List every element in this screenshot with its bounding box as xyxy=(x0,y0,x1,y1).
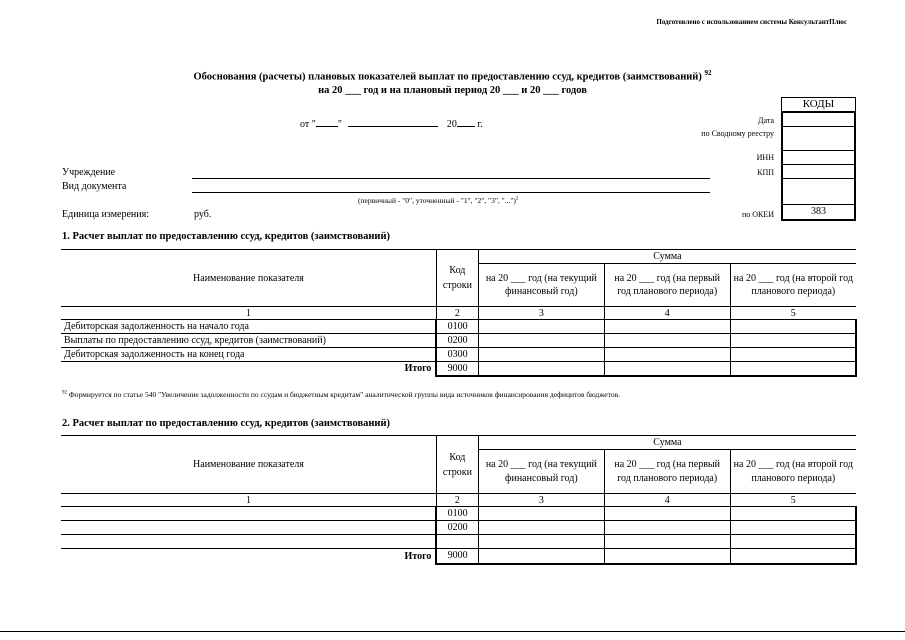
table-row xyxy=(61,320,856,334)
header-note: Подготовлено с использованием системы КонсультантПлюс xyxy=(656,18,847,26)
s1-row2-name: Выплаты по предоставлению ссуд, кредитов (заимствований) xyxy=(61,334,436,348)
s2-row2-code: 0200 xyxy=(436,521,478,535)
institution-field[interactable] xyxy=(192,178,710,179)
s1-total-label: Итого xyxy=(404,363,432,375)
code-registry-cell[interactable] xyxy=(783,127,854,151)
code-inn-cell[interactable] xyxy=(783,151,854,165)
s1-header-col3: на 20 ___ год (на текущий финансовый год) xyxy=(478,264,604,307)
date-prefix: от " xyxy=(300,119,316,130)
s1-num-5: 5 xyxy=(730,307,856,320)
s2-header-col4: на 20 ___ год (на первый год планового периода) xyxy=(604,450,730,494)
s2-total-col5[interactable] xyxy=(730,549,856,564)
label-date: Дата xyxy=(758,116,774,125)
s1-row2-code: 0200 xyxy=(436,334,478,348)
s2-row3-code xyxy=(436,535,478,549)
s1-total-col3[interactable] xyxy=(478,362,604,376)
date-mid: " xyxy=(337,119,342,130)
table-row xyxy=(61,507,856,521)
total-row xyxy=(61,549,856,564)
s1-row1-col5[interactable] xyxy=(730,320,856,334)
s1-num-4: 4 xyxy=(604,307,730,320)
s2-num-4: 4 xyxy=(604,494,730,507)
s1-row3-code: 0300 xyxy=(436,348,478,362)
s1-row2-col5[interactable] xyxy=(730,334,856,348)
section1-title: 1. Расчет выплат по предоставлению ссуд, кредитов (заимствований) xyxy=(62,231,391,242)
s2-row1-col5[interactable] xyxy=(730,507,856,521)
doc-type-hint-text: (первичный - "0", уточненный - "1", "2", "3", "...") xyxy=(358,196,516,205)
s1-row3-col5[interactable] xyxy=(730,348,856,362)
s2-header-name: Наименование показателя xyxy=(61,436,436,494)
title-footnote-ref: 92 xyxy=(704,69,712,77)
footnote-text: Формируется по статье 540 "Увеличение задолженности по ссудам и бюджетным кредитам" аналитической группы вида источников финансирования дефицитов бюджетов. xyxy=(68,390,620,399)
s1-total-code: 9000 xyxy=(436,362,478,376)
doc-type-hint xyxy=(358,196,518,205)
s1-header-name: Наименование показателя xyxy=(61,250,436,307)
year-prefix: 20 xyxy=(446,119,457,130)
table-row xyxy=(61,334,856,348)
codes-header: КОДЫ xyxy=(781,97,856,111)
s2-row3-name[interactable] xyxy=(61,535,436,549)
unit-label: Единица измерения: xyxy=(62,209,149,220)
s1-row1-name: Дебиторская задолженность на начало года xyxy=(61,320,436,334)
s1-row1-col4[interactable] xyxy=(604,320,730,334)
page-bottom-line xyxy=(0,631,905,632)
codes-box xyxy=(781,111,856,221)
day-field[interactable] xyxy=(316,117,338,127)
label-inn: ИНН xyxy=(756,153,774,162)
s2-row2-col5[interactable] xyxy=(730,521,856,535)
s1-row2-col4[interactable] xyxy=(604,334,730,348)
s1-row3-name: Дебиторская задолженность на конец года xyxy=(61,348,436,362)
code-okei-value: 383 xyxy=(811,206,826,217)
s2-total-col3[interactable] xyxy=(478,549,604,564)
s2-header-code: Код строки xyxy=(436,436,478,494)
month-field[interactable] xyxy=(348,117,438,127)
title-line1: Обоснования (расчеты) плановых показателей выплат по предоставлению ссуд, кредитов (заимствований) xyxy=(193,71,702,83)
s1-total-col5[interactable] xyxy=(730,362,856,376)
s1-row3-col4[interactable] xyxy=(604,348,730,362)
label-registry: по Сводному реестру xyxy=(701,129,774,138)
code-date-cell[interactable] xyxy=(783,113,854,127)
section1-table xyxy=(61,249,857,377)
s1-header-code: Код строки xyxy=(436,250,478,307)
unit-value: руб. xyxy=(194,209,212,220)
s2-total-label: Итого xyxy=(404,550,432,562)
s2-total-col4[interactable] xyxy=(604,549,730,564)
s1-num-2: 2 xyxy=(436,307,478,320)
doc-type-field[interactable] xyxy=(192,192,710,193)
code-blank-cell[interactable] xyxy=(783,179,854,205)
total-row xyxy=(61,362,856,376)
date-line xyxy=(300,117,483,130)
s1-header-col5: на 20 ___ год (на второй год планового периода) xyxy=(730,264,856,307)
s2-header-sum: Сумма xyxy=(478,436,856,450)
form-title xyxy=(0,67,905,97)
table-row xyxy=(61,348,856,362)
s2-number-row xyxy=(61,494,856,507)
s2-row1-code: 0100 xyxy=(436,507,478,521)
s2-header-col5: на 20 ___ год (на второй год планового периода) xyxy=(730,450,856,494)
code-kpp-cell[interactable] xyxy=(783,165,854,179)
s1-total-col4[interactable] xyxy=(604,362,730,376)
doc-type-hint-sup: 2 xyxy=(515,196,519,202)
s2-total-code: 9000 xyxy=(436,549,478,564)
title-line2: на 20 ___ год и на плановый период 20 ___ и 20 ___ годов xyxy=(318,84,587,96)
s2-header-col3: на 20 ___ год (на текущий финансовый год) xyxy=(478,450,604,494)
table-row xyxy=(61,535,856,549)
s2-row3-col5[interactable] xyxy=(730,535,856,549)
s2-row1-col3[interactable] xyxy=(478,507,604,521)
label-kpp: КПП xyxy=(757,168,774,177)
section2-title: 2. Расчет выплат по предоставлению ссуд, кредитов (заимствований) xyxy=(62,418,391,429)
s2-num-5: 5 xyxy=(730,494,856,507)
s1-row2-col3[interactable] xyxy=(478,334,604,348)
s1-number-row xyxy=(61,307,856,320)
s2-row3-col3[interactable] xyxy=(478,535,604,549)
s1-row3-col3[interactable] xyxy=(478,348,604,362)
s1-row1-code: 0100 xyxy=(436,320,478,334)
section2-table xyxy=(61,435,857,565)
date-suffix: г. xyxy=(477,119,483,130)
s2-row2-col3[interactable] xyxy=(478,521,604,535)
s1-header-col4: на 20 ___ год (на первый год планового периода) xyxy=(604,264,730,307)
s2-row3-col4[interactable] xyxy=(604,535,730,549)
s1-row1-col3[interactable] xyxy=(478,320,604,334)
footnote-num: 92 xyxy=(62,390,67,396)
footnote xyxy=(62,390,620,399)
s2-num-2: 2 xyxy=(436,494,478,507)
doc-type-label: Вид документа xyxy=(62,181,127,192)
s2-row2-name[interactable] xyxy=(61,521,436,535)
s1-num-3: 3 xyxy=(478,307,604,320)
table-row xyxy=(61,521,856,535)
s2-row1-name[interactable] xyxy=(61,507,436,521)
label-okei: по ОКЕИ xyxy=(741,210,774,219)
s2-num-1: 1 xyxy=(61,494,436,507)
s1-header-sum: Сумма xyxy=(478,250,856,264)
year-field[interactable] xyxy=(457,117,475,127)
s2-row2-col4[interactable] xyxy=(604,521,730,535)
s1-num-1: 1 xyxy=(61,307,436,320)
institution-label: Учреждение xyxy=(62,167,116,178)
s2-row1-col4[interactable] xyxy=(604,507,730,521)
s2-num-3: 3 xyxy=(478,494,604,507)
